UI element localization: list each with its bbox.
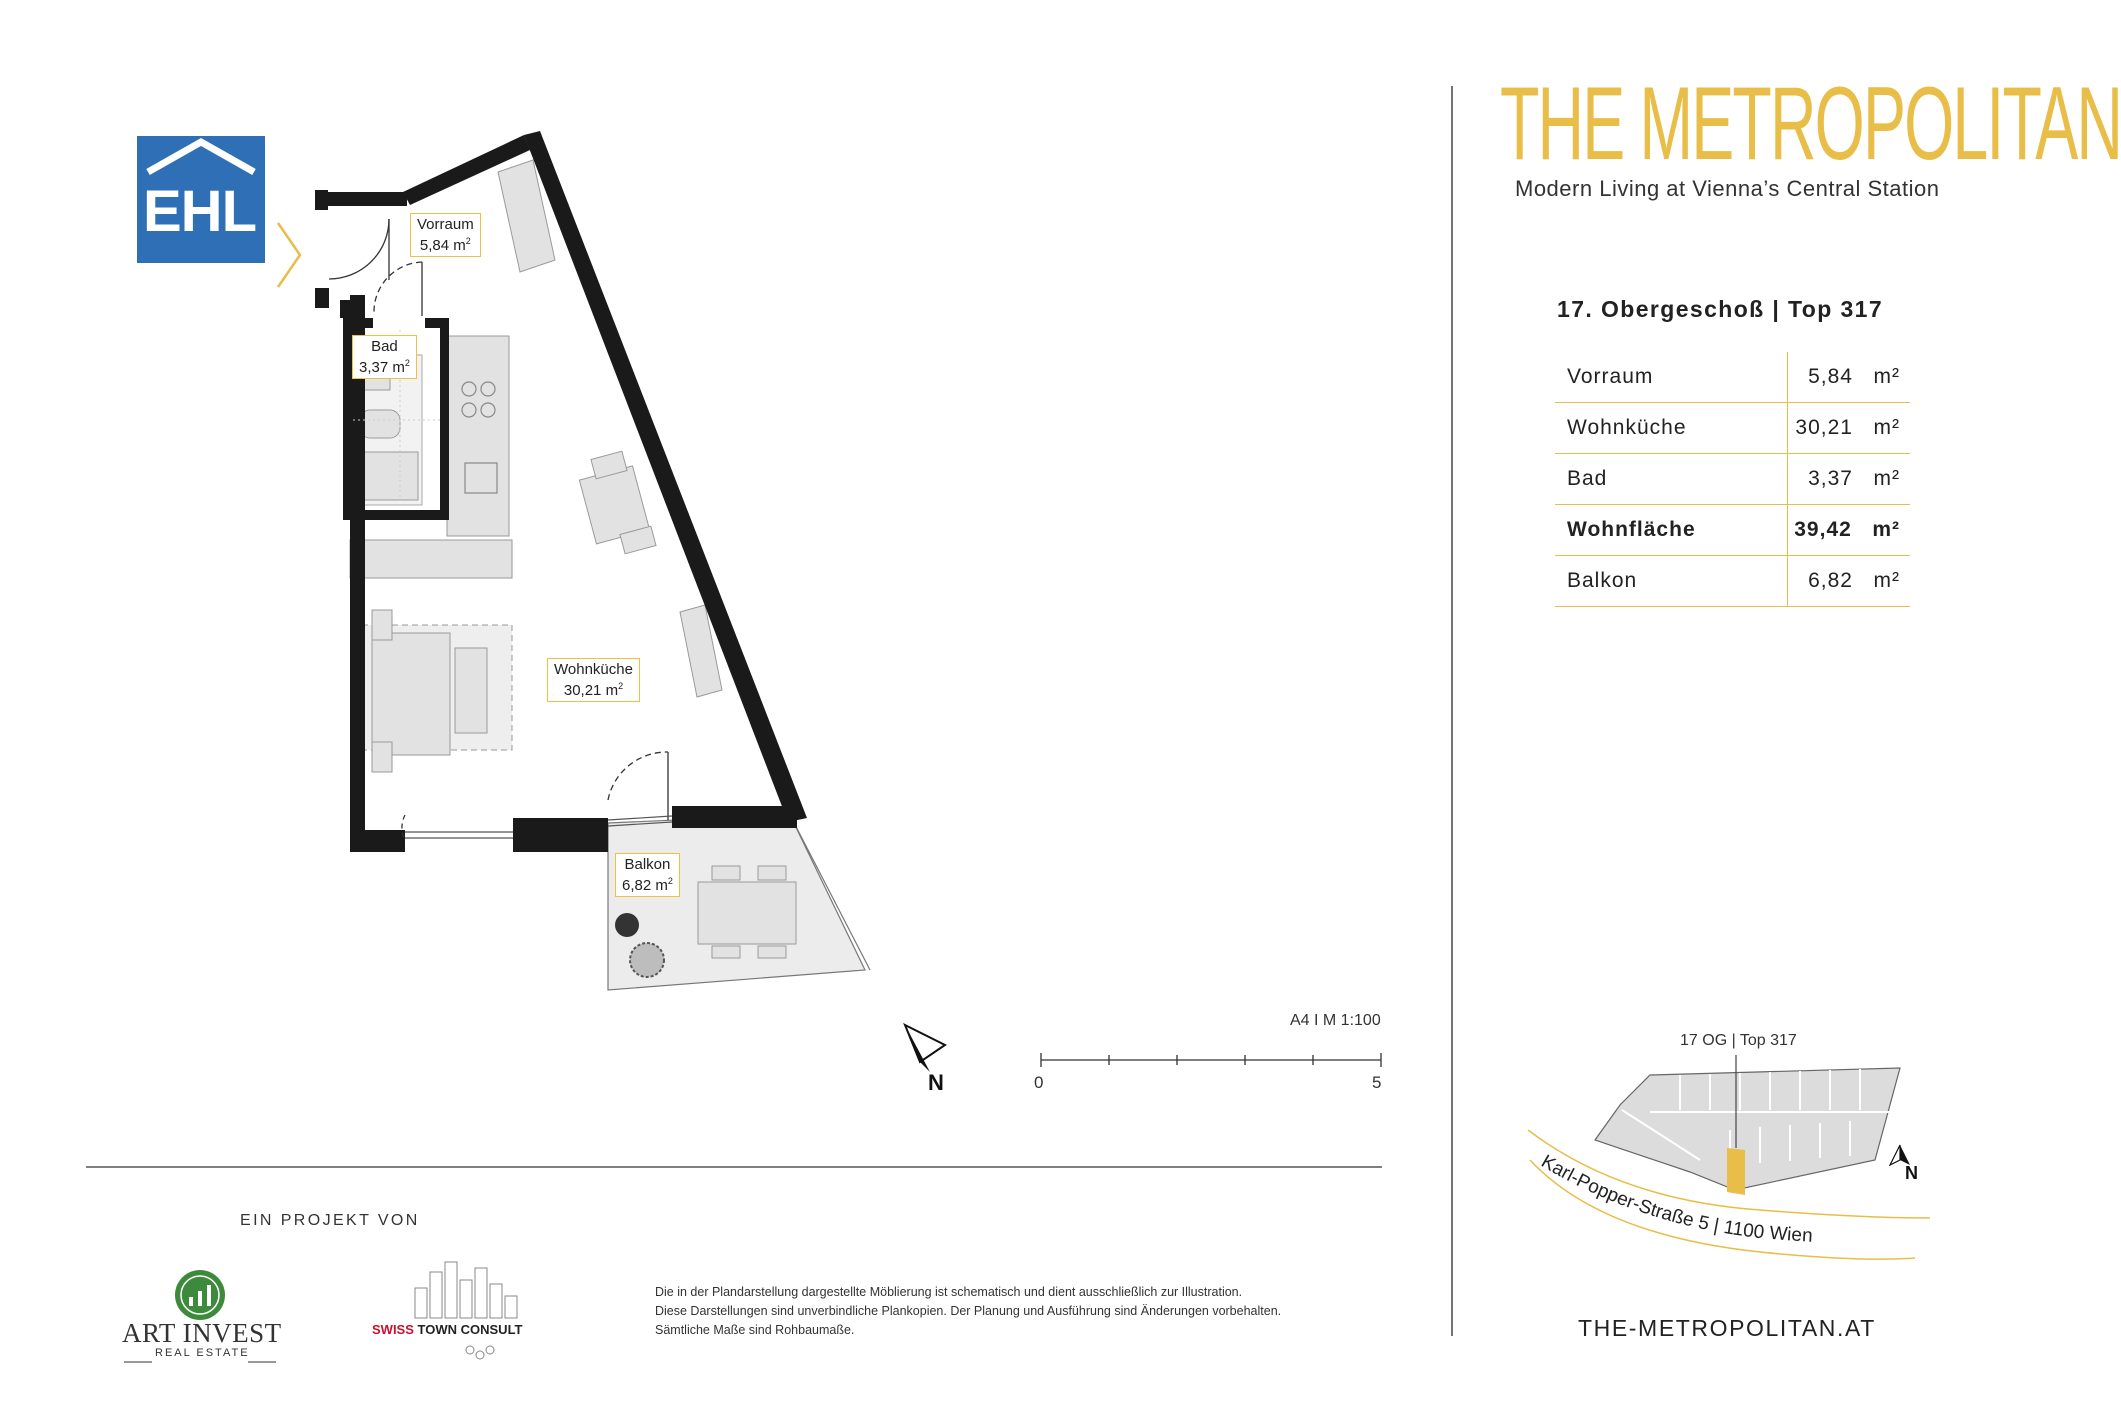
- coffee-table: [455, 648, 487, 733]
- area-unit: m²: [1873, 467, 1900, 490]
- site-plan: [1528, 1055, 1930, 1259]
- site-plan-label: 17 OG | Top 317: [1680, 1032, 1797, 1049]
- area-name: Bad: [1555, 454, 1788, 505]
- area-name: Balkon: [1555, 556, 1788, 607]
- scale-start-label: 0: [1034, 1073, 1044, 1092]
- toilet: [360, 410, 400, 438]
- area-row: [1555, 403, 1910, 454]
- room-label-bad: [352, 335, 417, 379]
- area-name: Vorraum: [1555, 352, 1788, 403]
- room-area: 3,37 m: [359, 359, 405, 376]
- area-value-cell: [1788, 505, 1911, 556]
- stc-black: TOWN CONSULT: [417, 1322, 523, 1337]
- art-invest-sub: REAL ESTATE: [155, 1347, 250, 1359]
- room-area-unit-exp: 2: [404, 358, 410, 368]
- kitchen-counter: [447, 336, 509, 536]
- balcony-table: [698, 882, 796, 944]
- swiss-town-consult-logo: [415, 1262, 517, 1359]
- website-link[interactable]: THE-METROPOLITAN.AT: [1578, 1315, 1876, 1341]
- scale-label: A4 I M 1:100: [1290, 1012, 1381, 1029]
- room-area: 6,82 m: [622, 877, 668, 894]
- area-table: [1555, 352, 1910, 607]
- stc-red: SWISS: [372, 1322, 414, 1337]
- room-area: 5,84 m: [419, 237, 466, 254]
- room-name: Wohnküche: [554, 661, 633, 678]
- site-street-text: Karl-Popper-Straße 5 | 1100 Wien: [1537, 1151, 1814, 1247]
- area-name: Wohnküche: [1555, 403, 1788, 454]
- kitchen-island: [350, 540, 512, 578]
- area-unit: m²: [1873, 365, 1900, 388]
- project-by-label: EIN PROJEKT VON: [240, 1212, 420, 1229]
- room-label-vorraum: [410, 213, 481, 257]
- disclaimer: [655, 1283, 1415, 1340]
- room-area-unit-exp: 2: [667, 876, 673, 886]
- room-label-wohnkueche: [547, 658, 640, 702]
- area-value: 3,37: [1808, 467, 1853, 490]
- area-value: 39,42: [1794, 518, 1852, 541]
- shower: [358, 452, 418, 500]
- scale-bar: [1041, 1053, 1381, 1067]
- ehl-logo-text: EHL: [143, 179, 256, 244]
- area-row: [1555, 352, 1910, 403]
- room-label-balkon: [615, 853, 680, 897]
- area-value-cell: [1788, 454, 1911, 505]
- area-value: 30,21: [1795, 416, 1853, 439]
- area-value-cell: [1788, 403, 1911, 454]
- area-value-cell: [1788, 352, 1911, 403]
- room-name: Bad: [371, 338, 398, 355]
- room-area-unit-exp: 2: [618, 681, 624, 691]
- brand-title: THE METROPOLITAN: [1500, 66, 2121, 182]
- area-value-cell: [1788, 556, 1911, 607]
- swiss-town-consult-text: [372, 1322, 522, 1337]
- area-row: [1555, 556, 1910, 607]
- entrance-arrow-icon: [278, 223, 300, 287]
- disclaimer-line: Sämtliche Maße sind Rohbaumaße.: [655, 1323, 855, 1337]
- north-arrow-icon: [905, 1025, 945, 1072]
- north-label: N: [928, 1070, 944, 1095]
- room-area-unit-exp: 2: [465, 236, 471, 246]
- area-row: [1555, 505, 1910, 556]
- disclaimer-line: Diese Darstellungen sind unverbindliche Plankopien. Der Planung und Ausführung sind Änderungen vorbehalten.: [655, 1304, 1282, 1318]
- room-name: Balkon: [624, 856, 671, 873]
- area-row: [1555, 454, 1910, 505]
- room-name: Vorraum: [417, 216, 474, 233]
- area-name: Wohnfläche: [1555, 505, 1788, 556]
- art-invest-name: ART INVEST: [122, 1318, 282, 1348]
- area-unit: m²: [1873, 569, 1900, 592]
- room-area: 30,21 m: [563, 682, 619, 699]
- scale-end-label: 5: [1372, 1073, 1382, 1092]
- area-value: 5,84: [1808, 365, 1853, 388]
- floor-title: 17. Obergeschoß | Top 317: [1557, 296, 1884, 322]
- area-value: 6,82: [1808, 569, 1853, 592]
- area-unit: m²: [1872, 518, 1900, 541]
- area-unit: m²: [1873, 416, 1900, 439]
- disclaimer-line: Die in der Plandarstellung dargestellte Möblierung ist schematisch und dient ausschließlich zur Illustration.: [655, 1285, 1243, 1299]
- apartment-plan: [315, 131, 870, 990]
- brand-subtitle: Modern Living at Vienna’s Central Station: [1515, 176, 1940, 201]
- site-north-label: N: [1905, 1163, 1918, 1183]
